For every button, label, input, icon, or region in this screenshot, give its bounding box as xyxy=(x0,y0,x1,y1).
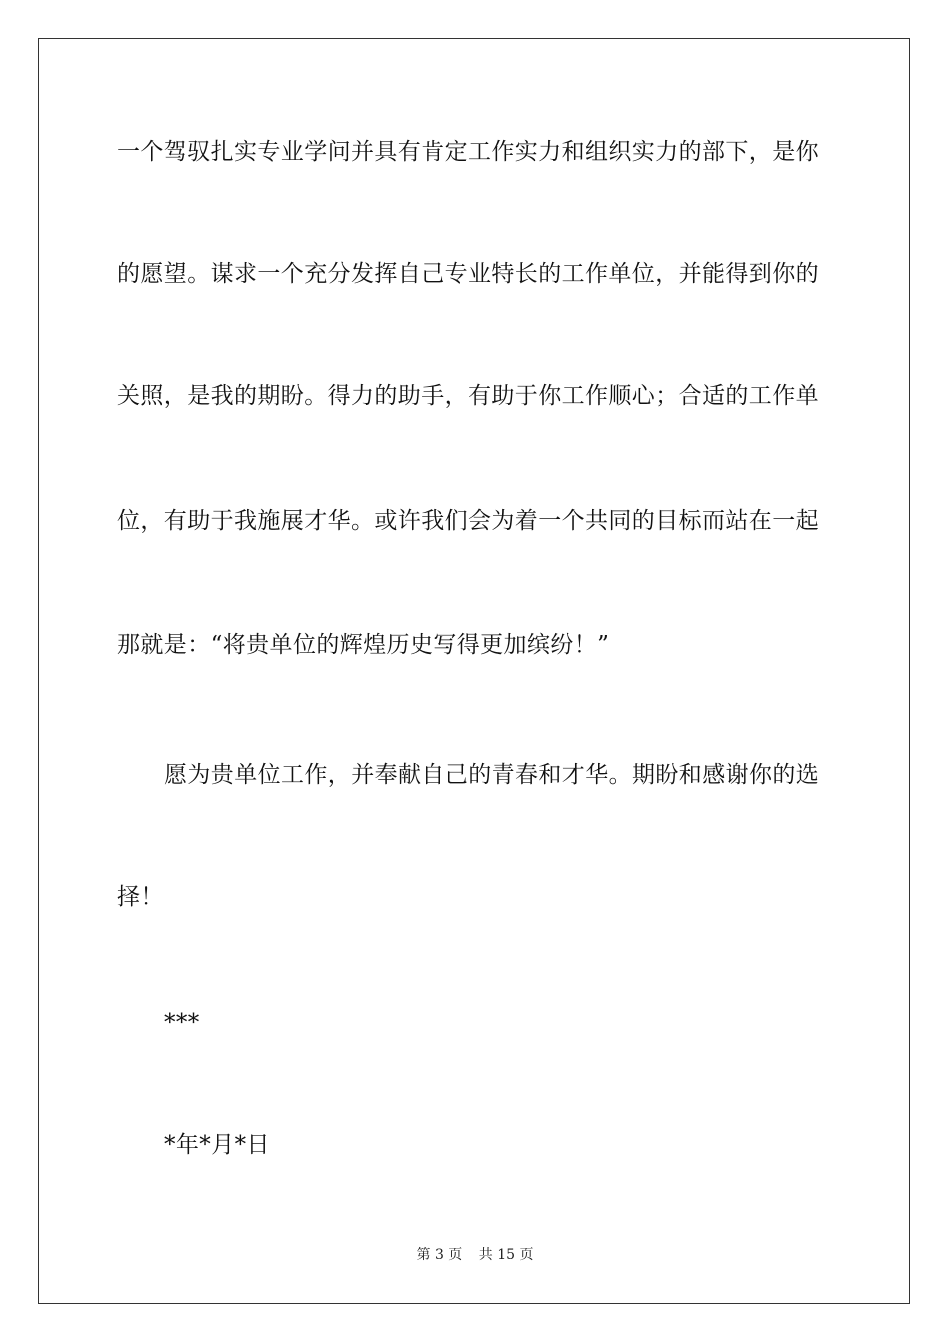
body-line-6: 愿为贵单位工作，并奉献自己的青春和才华。期盼和感谢你的选 xyxy=(164,762,820,788)
page-number: 第 3 页 xyxy=(416,1247,463,1263)
body-line-3: 关照，是我的期盼。得力的助手，有助于你工作顺心；合适的工作单 xyxy=(117,383,819,409)
body-line-1: 一个驾驭扎实专业学问并具有肯定工作实力和组织实力的部下，是你 xyxy=(117,139,819,165)
body-line-7: 择！ xyxy=(117,884,164,910)
signature-name: *** xyxy=(164,1010,200,1036)
page-border xyxy=(38,38,910,1304)
body-line-4: 位，有助于我施展才华。或许我们会为着一个共同的目标而站在一起 xyxy=(117,508,819,534)
body-line-5: 那就是：“将贵单位的辉煌历史写得更加缤纷！” xyxy=(117,632,610,658)
signature-date: *年*月*日 xyxy=(164,1132,270,1158)
page-footer xyxy=(0,1246,950,1264)
body-line-2: 的愿望。谋求一个充分发挥自己专业特长的工作单位，并能得到你的 xyxy=(117,261,819,287)
page-total: 共 15 页 xyxy=(478,1247,534,1263)
